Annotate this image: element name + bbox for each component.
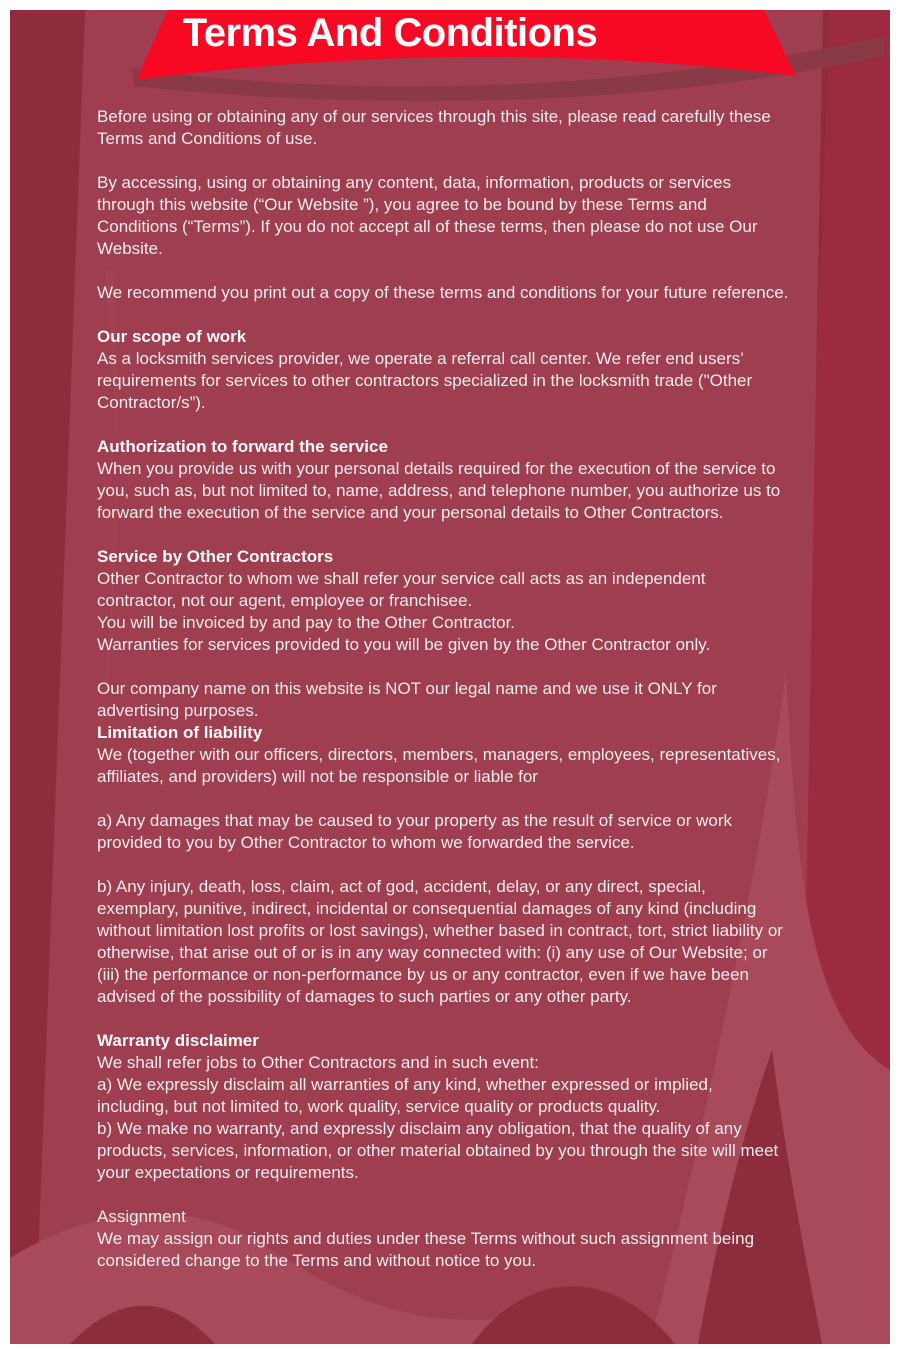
scope-paragraph: As a locksmith services provider, we operate a referral call center. We refer end users’ requirements for services to other contractors specialized in the locksmith trade ("Other Contractor/s”). <box>97 349 753 412</box>
liability-intro-paragraph: We (together with our officers, directors, members, managers, employees, representatives, affiliates, and providers) will not be responsible or liable for <box>97 745 781 786</box>
warranty-item-b: b) We make no warranty, and expressly disclaim any obligation, that the quality of any products, services, information, or other material obtained by you through the site will meet your expectations or requirements. <box>97 1119 779 1182</box>
page-title: Terms And Conditions <box>182 11 598 55</box>
heading-warranty-disclaimer: Warranty disclaimer <box>97 1031 259 1050</box>
terms-content <box>97 106 789 1272</box>
print-recommendation-paragraph: We recommend you print out a copy of these terms and conditions for your future reference. <box>97 283 789 302</box>
warranties-line: Warranties for services provided to you will be given by the Other Contractor only. <box>97 635 711 654</box>
heading-limitation-of-liability: Limitation of liability <box>97 723 263 742</box>
authorization-paragraph: When you provide us with your personal details required for the execution of the service to you, such as, but not limited to, name, address, and telephone number, you authorize us to forward the execution of the service and your personal details to Other Contractors. <box>97 459 781 522</box>
liability-item-b: b) Any injury, death, loss, claim, act of god, accident, delay, or any direct, special, exemplary, punitive, indirect, incidental or consequential damages of any kind (including without limitation lost profits or lost savings), whether based in contract, tort, strict liability or otherwise, that arise out of or is in any way connected with: (i) any use of Our Website; or (iii) the performance or non-performance by us or any contractor, even if we have been advised of the possibility of damages to such parties or any other party. <box>97 877 783 1006</box>
heading-our-scope-of-work: Our scope of work <box>97 327 247 346</box>
invoice-line: You will be invoiced by and pay to the Other Contractor. <box>97 613 516 632</box>
warranty-item-a: a) We expressly disclaim all warranties of any kind, whether expressed or implied, including, but not limited to, work quality, service quality or products quality. <box>97 1075 713 1116</box>
page-background <box>10 10 890 1344</box>
assignment-paragraph: We may assign our rights and duties under these Terms without such assignment being considered change to the Terms and without notice to you. <box>97 1229 755 1270</box>
warranty-intro-line: We shall refer jobs to Other Contractors and in such event: <box>97 1053 539 1072</box>
company-name-paragraph: Our company name on this website is NOT our legal name and we use it ONLY for advertising purposes. <box>97 679 717 720</box>
service-paragraph: Other Contractor to whom we shall refer your service call acts as an independent contractor, not our agent, employee or franchisee. <box>97 569 706 610</box>
intro-paragraph-1: Before using or obtaining any of our services through this site, please read carefully these Terms and Conditions of use. <box>97 107 771 148</box>
heading-service-by-other-contractors: Service by Other Contractors <box>97 547 334 566</box>
heading-assignment: Assignment <box>97 1207 186 1226</box>
heading-authorization-to-forward: Authorization to forward the service <box>97 437 388 456</box>
intro-paragraph-2: By accessing, using or obtaining any content, data, information, products or services through this website (“Our Website ”), you agree to be bound by these Terms and Conditions (“Terms”). If you do not accept all of these terms, then please do not use Our Website. <box>97 173 758 258</box>
liability-item-a: a) Any damages that may be caused to your property as the result of service or work provided to you by Other Contractor to whom we forwarded the service. <box>97 811 732 852</box>
